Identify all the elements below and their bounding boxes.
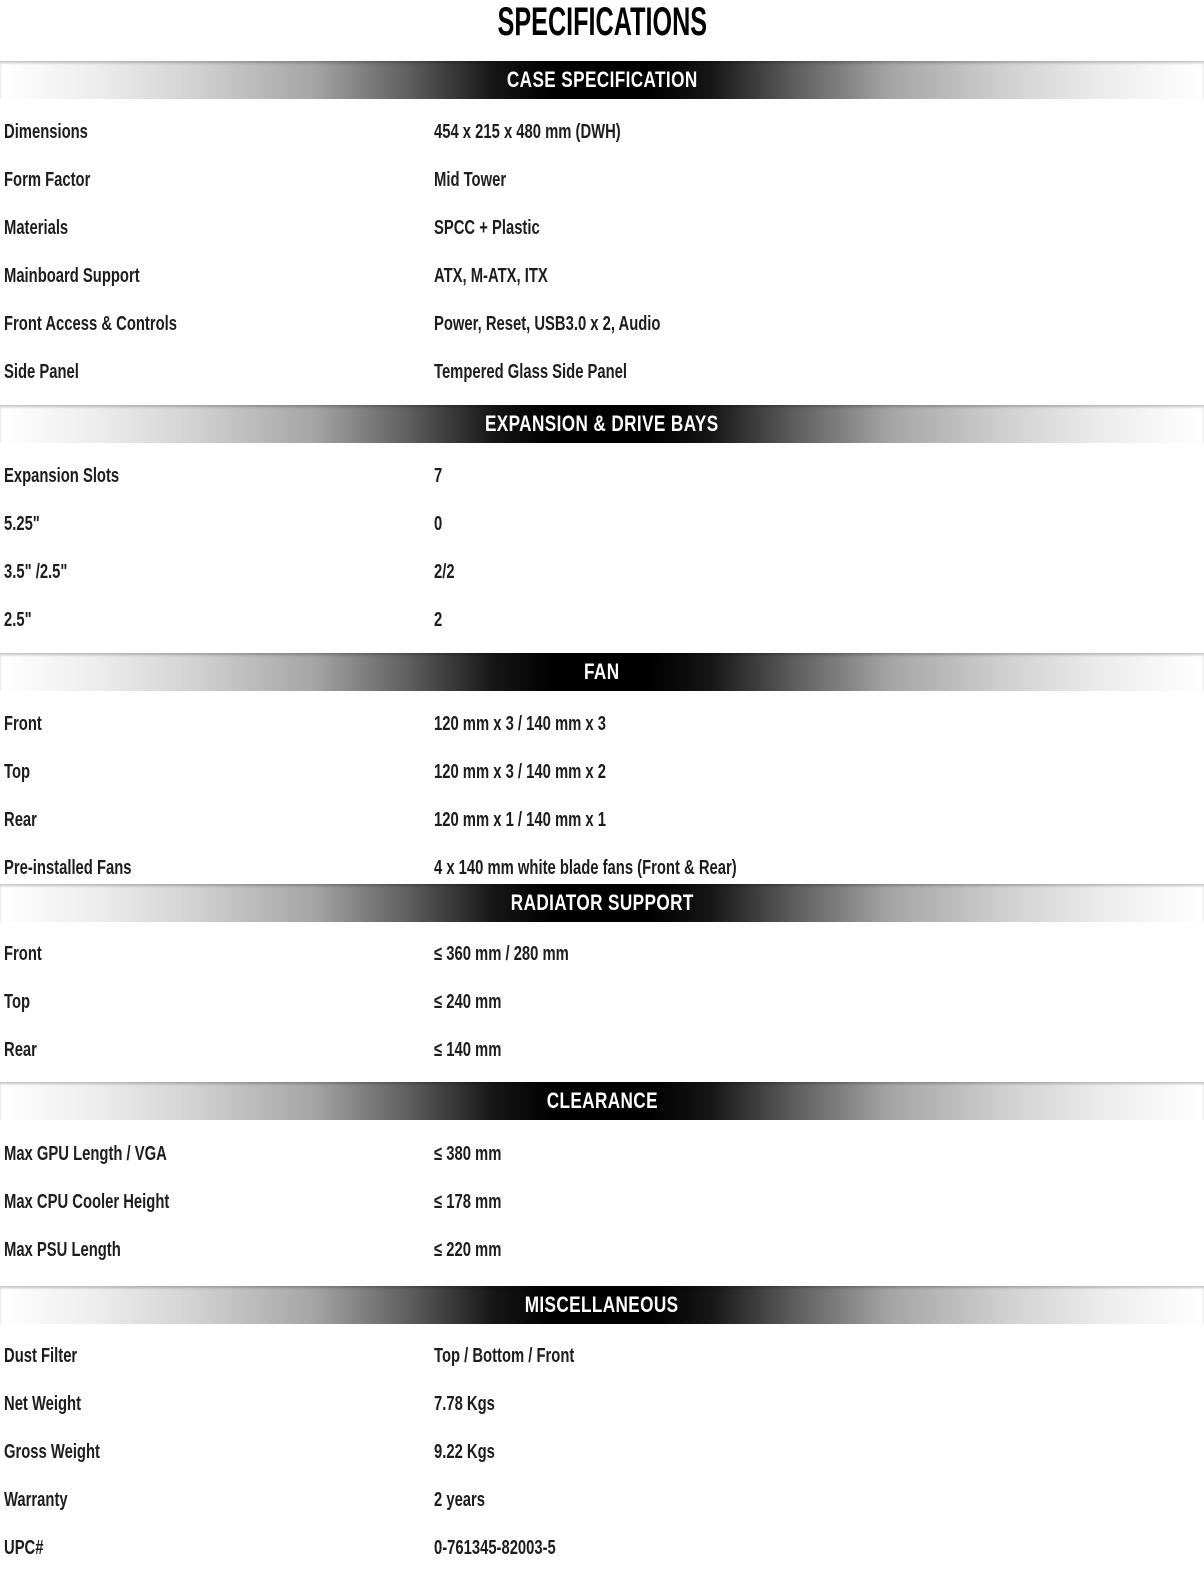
spec-row xyxy=(0,1026,1204,1074)
section-rows xyxy=(0,452,1204,644)
spec-value xyxy=(434,1488,1204,1512)
spec-value-text: 2 xyxy=(434,609,443,631)
spec-value xyxy=(434,512,1204,536)
spec-label-text: 5.25" xyxy=(4,513,40,535)
spec-value xyxy=(434,1536,1204,1560)
spec-value xyxy=(434,760,1204,784)
spec-label-text: Max CPU Cooler Height xyxy=(4,1191,170,1213)
spec-label-text: Net Weight xyxy=(4,1393,82,1415)
spec-row xyxy=(0,796,1204,844)
spec-label xyxy=(0,512,434,536)
spec-row xyxy=(0,1226,1204,1274)
spec-value xyxy=(434,856,1204,880)
spec-label-text: Front xyxy=(4,713,42,735)
spec-row xyxy=(0,500,1204,548)
spec-label-text: Top xyxy=(4,761,31,783)
spec-row xyxy=(0,156,1204,204)
spec-value-text: ≤ 140 mm xyxy=(434,1039,502,1061)
spec-value xyxy=(434,712,1204,736)
section-expansion-drive-bays xyxy=(0,405,1204,644)
spec-label-text: Front xyxy=(4,943,42,965)
spec-value xyxy=(434,1142,1204,1166)
spec-value xyxy=(434,1344,1204,1368)
spec-value xyxy=(434,1238,1204,1262)
spec-value-text: Power, Reset, USB3.0 x 2, Audio xyxy=(434,313,661,335)
spec-row xyxy=(0,1380,1204,1428)
spec-row xyxy=(0,1332,1204,1380)
spec-label xyxy=(0,216,434,240)
spec-label-text: Pre-installed Fans xyxy=(4,857,132,879)
section-header-bar xyxy=(0,405,1204,443)
spec-value-text: ≤ 380 mm xyxy=(434,1143,502,1165)
spec-row xyxy=(0,348,1204,396)
spec-row xyxy=(0,452,1204,500)
spec-label-text: Materials xyxy=(4,217,69,239)
section-clearance xyxy=(0,1082,1204,1274)
spec-value-text: 9.22 Kgs xyxy=(434,1441,495,1463)
spec-value xyxy=(434,216,1204,240)
spec-label xyxy=(0,1190,434,1214)
spec-label-text: Dimensions xyxy=(4,121,88,143)
spec-label xyxy=(0,1536,434,1560)
spec-label xyxy=(0,990,434,1014)
section-rows xyxy=(0,108,1204,396)
spec-label xyxy=(0,168,434,192)
spec-value xyxy=(434,942,1204,966)
spec-row xyxy=(0,204,1204,252)
spec-row xyxy=(0,596,1204,644)
spec-label xyxy=(0,560,434,584)
spec-value xyxy=(434,360,1204,384)
spec-value xyxy=(434,560,1204,584)
section-radiator-support xyxy=(0,884,1204,1074)
section-header-bar xyxy=(0,884,1204,922)
spec-label-text: Top xyxy=(4,991,31,1013)
section-rows xyxy=(0,1130,1204,1274)
spec-label xyxy=(0,808,434,832)
spec-label-text: Side Panel xyxy=(4,361,79,383)
section-header-bar xyxy=(0,1082,1204,1120)
spec-row xyxy=(0,700,1204,748)
spec-label-text: 3.5" /2.5" xyxy=(4,561,68,583)
spec-value xyxy=(434,1038,1204,1062)
section-rows xyxy=(0,1332,1204,1572)
spec-label xyxy=(0,760,434,784)
spec-label xyxy=(0,1238,434,1262)
spec-label-text: UPC# xyxy=(4,1537,44,1559)
spec-label-text: Dust Filter xyxy=(4,1345,78,1367)
spec-value xyxy=(434,1440,1204,1464)
section-rows xyxy=(0,700,1204,892)
spec-label xyxy=(0,1344,434,1368)
spec-row xyxy=(0,300,1204,348)
spec-label xyxy=(0,264,434,288)
spec-label-text: Warranty xyxy=(4,1489,68,1511)
spec-value-text: ≤ 220 mm xyxy=(434,1239,502,1261)
spec-row xyxy=(0,252,1204,300)
spec-value-text: ≤ 178 mm xyxy=(434,1191,502,1213)
spec-value-text: 7 xyxy=(434,465,443,487)
spec-label xyxy=(0,1392,434,1416)
spec-label-text: Max GPU Length / VGA xyxy=(4,1143,167,1165)
spec-row xyxy=(0,1524,1204,1572)
spec-label-text: Rear xyxy=(4,1039,37,1061)
spec-label xyxy=(0,464,434,488)
section-case-specification xyxy=(0,61,1204,396)
spec-label-text: Form Factor xyxy=(4,169,91,191)
spec-value xyxy=(434,990,1204,1014)
spec-label xyxy=(0,856,434,880)
section-header-label: FAN xyxy=(584,659,620,684)
spec-value-text: Mid Tower xyxy=(434,169,507,191)
section-miscellaneous xyxy=(0,1286,1204,1572)
spec-value xyxy=(434,464,1204,488)
spec-value-text: ≤ 360 mm / 280 mm xyxy=(434,943,569,965)
spec-value-text: SPCC + Plastic xyxy=(434,217,540,239)
spec-label-text: Gross Weight xyxy=(4,1441,100,1463)
page-title-text: SPECIFICATIONS xyxy=(497,0,707,44)
section-fan xyxy=(0,653,1204,892)
spec-label-text: Max PSU Length xyxy=(4,1239,121,1261)
spec-value-text: 120 mm x 3 / 140 mm x 3 xyxy=(434,713,606,735)
spec-value xyxy=(434,1190,1204,1214)
section-header-bar xyxy=(0,61,1204,99)
spec-value-text: ≤ 240 mm xyxy=(434,991,502,1013)
spec-label-text: Front Access & Controls xyxy=(4,313,177,335)
spec-value-text: 120 mm x 3 / 140 mm x 2 xyxy=(434,761,606,783)
spec-value xyxy=(434,264,1204,288)
spec-value xyxy=(434,120,1204,144)
spec-value xyxy=(434,1392,1204,1416)
spec-row xyxy=(0,1476,1204,1524)
spec-label xyxy=(0,942,434,966)
spec-label xyxy=(0,1440,434,1464)
spec-label xyxy=(0,360,434,384)
section-header-label: MISCELLANEOUS xyxy=(525,1292,679,1317)
spec-value-text: Top / Bottom / Front xyxy=(434,1345,575,1367)
spec-row xyxy=(0,930,1204,978)
section-header-label: RADIATOR SUPPORT xyxy=(510,890,694,915)
spec-label xyxy=(0,712,434,736)
spec-label xyxy=(0,1038,434,1062)
spec-value-text: 4 x 140 mm white blade fans (Front & Rear) xyxy=(434,857,737,879)
spec-row xyxy=(0,978,1204,1026)
spec-row xyxy=(0,548,1204,596)
spec-value-text: 2 years xyxy=(434,1489,486,1511)
section-header-bar xyxy=(0,1286,1204,1324)
spec-value-text: Tempered Glass Side Panel xyxy=(434,361,628,383)
spec-value-text: 120 mm x 1 / 140 mm x 1 xyxy=(434,809,606,831)
spec-label-text: Mainboard Support xyxy=(4,265,140,287)
spec-row xyxy=(0,1428,1204,1476)
spec-value-text: 454 x 215 x 480 mm (DWH) xyxy=(434,121,621,143)
spec-row xyxy=(0,748,1204,796)
spec-label xyxy=(0,1488,434,1512)
spec-label-text: 2.5" xyxy=(4,609,32,631)
spec-value xyxy=(434,608,1204,632)
spec-sections-container xyxy=(0,61,1204,1572)
section-rows xyxy=(0,930,1204,1074)
spec-row xyxy=(0,108,1204,156)
spec-value xyxy=(434,312,1204,336)
section-header-bar xyxy=(0,653,1204,691)
spec-value-text: ATX, M-ATX, ITX xyxy=(434,265,548,287)
spec-label xyxy=(0,608,434,632)
spec-value xyxy=(434,808,1204,832)
spec-label xyxy=(0,312,434,336)
page-title xyxy=(0,0,1204,61)
spec-value-text: 7.78 Kgs xyxy=(434,1393,495,1415)
section-header-label: EXPANSION & DRIVE BAYS xyxy=(485,411,719,436)
spec-value-text: 0 xyxy=(434,513,443,535)
spec-value xyxy=(434,168,1204,192)
spec-label-text: Rear xyxy=(4,809,37,831)
spec-value-text: 2/2 xyxy=(434,561,455,583)
spec-label xyxy=(0,120,434,144)
section-header-label: CLEARANCE xyxy=(546,1088,658,1113)
spec-row xyxy=(0,1130,1204,1178)
spec-row xyxy=(0,1178,1204,1226)
section-header-label: CASE SPECIFICATION xyxy=(506,67,698,92)
spec-label-text: Expansion Slots xyxy=(4,465,120,487)
spec-value-text: 0-761345-82003-5 xyxy=(434,1537,556,1559)
spec-label xyxy=(0,1142,434,1166)
